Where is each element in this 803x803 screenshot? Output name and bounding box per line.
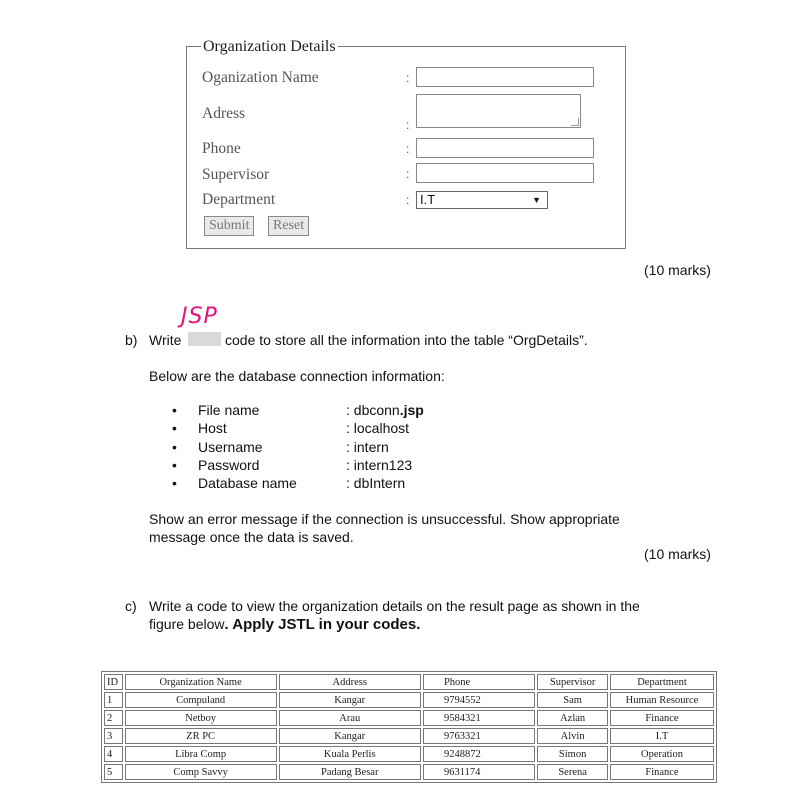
colon: : [406,71,410,85]
cell-id: 1 [104,692,123,708]
db-key-file-name: File name [198,402,260,418]
cell-phone: 9248872 [423,746,535,762]
db-value-file-name: : dbconn.jsp [346,402,424,418]
question-c-line-2: figure below. Apply JSTL in your codes. [149,616,421,633]
bullet: • [172,457,177,473]
colon: : [406,193,410,207]
cell-id: 5 [104,764,123,780]
bullet: • [172,402,177,418]
db-value-host: : localhost [346,420,410,436]
supervisor-input[interactable] [416,163,594,183]
cell-department: Finance [610,710,714,726]
cell-department: Finance [610,764,714,780]
bullet: • [172,420,177,436]
label-organization-name: Oganization Name [202,69,319,86]
header-supervisor: Supervisor [537,674,608,690]
bullet: • [172,475,177,491]
department-selected-value: I.T [420,192,436,207]
cell-organization-name: Comp Savvy [125,764,277,780]
fieldset-legend: Organization Details [203,38,336,55]
db-value-username: : intern [346,439,389,455]
cell-address: Kangar [279,728,421,744]
cell-id: 4 [104,746,123,762]
question-b-text: code to store all the information into the table “OrgDetails”. [225,332,588,348]
cell-address: Kuala Perlis [279,746,421,762]
cell-organization-name: Libra Comp [125,746,277,762]
db-key-password: Password [198,457,260,473]
reset-button[interactable]: Reset [268,216,309,236]
marks-a: (10 marks) [644,262,711,278]
submit-button[interactable]: Submit [204,216,254,236]
label-address: Adress [202,105,246,122]
colon: : [406,167,410,181]
question-b-write: Write [149,332,182,348]
question-b-prefix: b) [125,332,138,348]
dropdown-arrow-icon: ▼ [532,195,541,205]
cell-supervisor: Azlan [537,710,608,726]
cell-department: Operation [610,746,714,762]
resize-grip-icon[interactable] [571,118,579,126]
table-row [104,710,714,726]
label-phone: Phone [202,140,241,157]
cell-supervisor: Simon [537,746,608,762]
cell-id: 2 [104,710,123,726]
note-line-2: message once the data is saved. [149,529,354,545]
table-row [104,746,714,762]
organization-name-input[interactable] [416,67,594,87]
cell-organization-name: ZR PC [125,728,277,744]
department-select[interactable] [416,191,548,209]
result-table [101,671,717,783]
db-key-host: Host [198,420,227,436]
question-c-bold: . Apply JSTL in your codes. [224,616,421,633]
cell-phone: 9763321 [423,728,535,744]
header-organization-name: Organization Name [125,674,277,690]
cell-address: Kangar [279,692,421,708]
table-row [104,692,714,708]
cell-supervisor: Alvin [537,728,608,744]
header-phone: Phone [423,674,535,690]
redacted-word [188,332,221,346]
db-intro: Below are the database connection information: [149,368,445,384]
colon: : [406,142,410,156]
db-key-database-name: Database name [198,475,297,491]
header-department: Department [610,674,714,690]
cell-id: 3 [104,728,123,744]
bullet: • [172,439,177,455]
label-supervisor: Supervisor [202,166,270,183]
cell-address: Padang Besar [279,764,421,780]
cell-organization-name: Compuland [125,692,277,708]
header-id: ID [104,674,123,690]
cell-phone: 9794552 [423,692,535,708]
cell-phone: 9631174 [423,764,535,780]
question-c-line-1: Write a code to view the organization details on the result page as shown in the [149,598,640,614]
cell-address: Arau [279,710,421,726]
marks-b: (10 marks) [644,546,711,562]
note-line-1: Show an error message if the connection is unsuccessful. Show appropriate [149,511,620,527]
address-textarea[interactable] [416,94,581,128]
handwritten-annotation: JSP [181,304,218,329]
header-address: Address [279,674,421,690]
cell-phone: 9584321 [423,710,535,726]
label-department: Department [202,191,276,208]
question-c-prefix: c) [125,598,137,614]
db-value-database-name: : dbIntern [346,475,406,491]
cell-department: Human Resource [610,692,714,708]
cell-department: I.T [610,728,714,744]
cell-supervisor: Serena [537,764,608,780]
table-header-row [104,674,714,690]
table-row [104,764,714,780]
cell-organization-name: Netboy [125,710,277,726]
table-row [104,728,714,744]
file-extension: .jsp [399,402,424,418]
db-value-password: : intern123 [346,457,413,473]
colon: : [406,118,410,132]
db-key-username: Username [198,439,263,455]
cell-supervisor: Sam [537,692,608,708]
phone-input[interactable] [416,138,594,158]
